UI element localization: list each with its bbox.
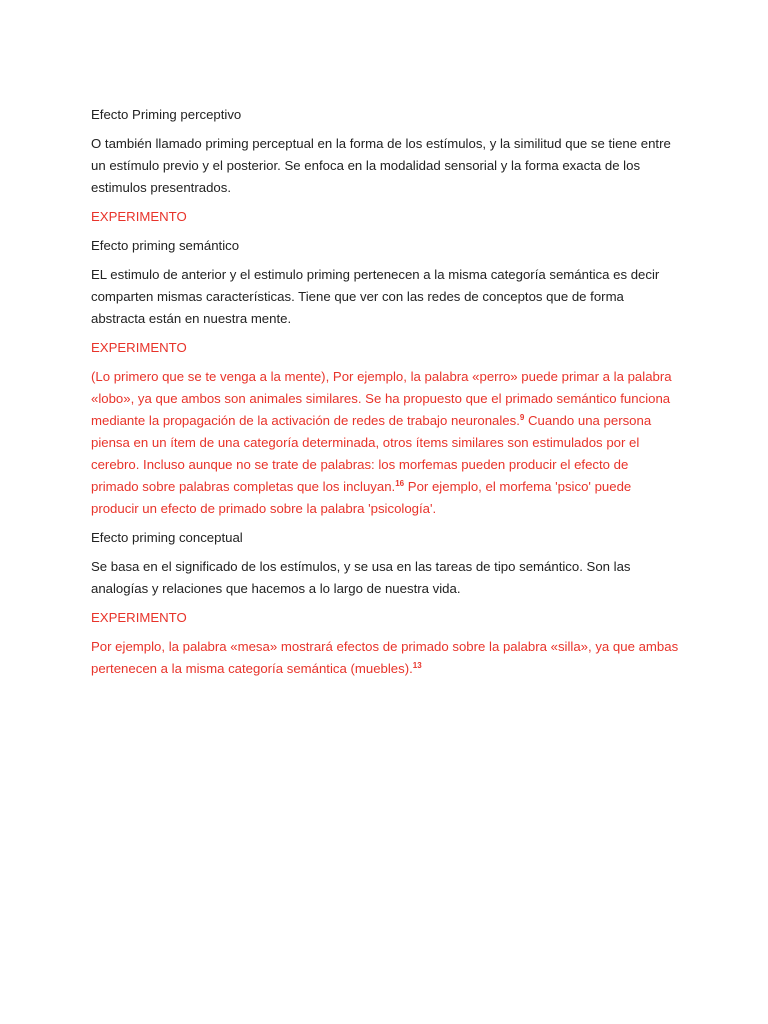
section-body-semantico — [91, 264, 691, 330]
section-body-perceptivo — [91, 133, 691, 199]
experiment-line-text: Por ejemplo, el morfema 'psico' puede — [404, 479, 632, 494]
experiment-text-semantico — [91, 366, 691, 520]
experiment-text-conceptual — [91, 636, 691, 680]
body-line: un estímulo previo y el posterior. Se enfoca en la modalidad sensorial y la forma exacta de los — [91, 158, 641, 173]
experiment-line: (Lo primero que se te venga a la mente), Por ejemplo, la palabra «perro» puede primar a la palabra — [91, 369, 672, 384]
experiment-line-text: primado sobre palabras completas que los incluyan. — [91, 479, 396, 494]
body-line: EL estimulo de anterior y el estimulo priming pertenecen a la misma categoría semántica es decir — [91, 267, 660, 282]
experiment-line-text: Cuando una persona — [524, 413, 652, 428]
document-page — [91, 104, 691, 687]
experiment-line — [91, 410, 691, 432]
footnote-ref[interactable]: 9 — [519, 413, 525, 422]
body-line: estimulos presentrados. — [91, 180, 232, 195]
experiment-line: cerebro. Incluso aunque no se trate de palabras: los morfemas pueden producir el efecto de — [91, 457, 629, 472]
experiment-line — [91, 658, 691, 680]
body-line: abstracta están en nuestra mente. — [91, 311, 292, 326]
experiment-line — [91, 476, 691, 498]
section-heading-perceptivo: Efecto Priming perceptivo — [91, 107, 242, 122]
experiment-line: producir un efecto de primado sobre la palabra 'psicología'. — [91, 501, 437, 516]
experiment-label: EXPERIMENTO — [91, 209, 187, 224]
experiment-line-text: mediante la propagación de la activación de redes de trabajo neuronales. — [91, 413, 520, 428]
body-line: analogías y relaciones que hacemos a lo largo de nuestra vida. — [91, 581, 461, 596]
experiment-line: Por ejemplo, la palabra «mesa» mostrará efectos de primado sobre la palabra «silla», ya que ambas — [91, 639, 679, 654]
body-line: comparten mismas características. Tiene que ver con las redes de conceptos que de forma — [91, 289, 624, 304]
body-line: Se basa en el significado de los estímulos, y se usa en las tareas de tipo semántico. Son las — [91, 559, 631, 574]
footnote-ref[interactable]: 13 — [412, 661, 422, 670]
experiment-label: EXPERIMENTO — [91, 610, 187, 625]
section-body-conceptual — [91, 556, 691, 600]
experiment-line: piensa en un ítem de una categoría determinada, otros ítems similares son estimulados por el — [91, 435, 640, 450]
experiment-line: «lobo», ya que ambos son animales similares. Se ha propuesto que el primado semántico funciona — [91, 391, 671, 406]
body-line: O también llamado priming perceptual en la forma de los estímulos, y la similitud que se tiene entre — [91, 136, 671, 151]
footnote-ref[interactable]: 16 — [395, 479, 405, 488]
experiment-line-text: pertenecen a la misma categoría semántica (muebles). — [91, 661, 413, 676]
experiment-label: EXPERIMENTO — [91, 340, 187, 355]
section-heading-semantico: Efecto priming semántico — [91, 238, 240, 253]
section-heading-conceptual: Efecto priming conceptual — [91, 530, 243, 545]
